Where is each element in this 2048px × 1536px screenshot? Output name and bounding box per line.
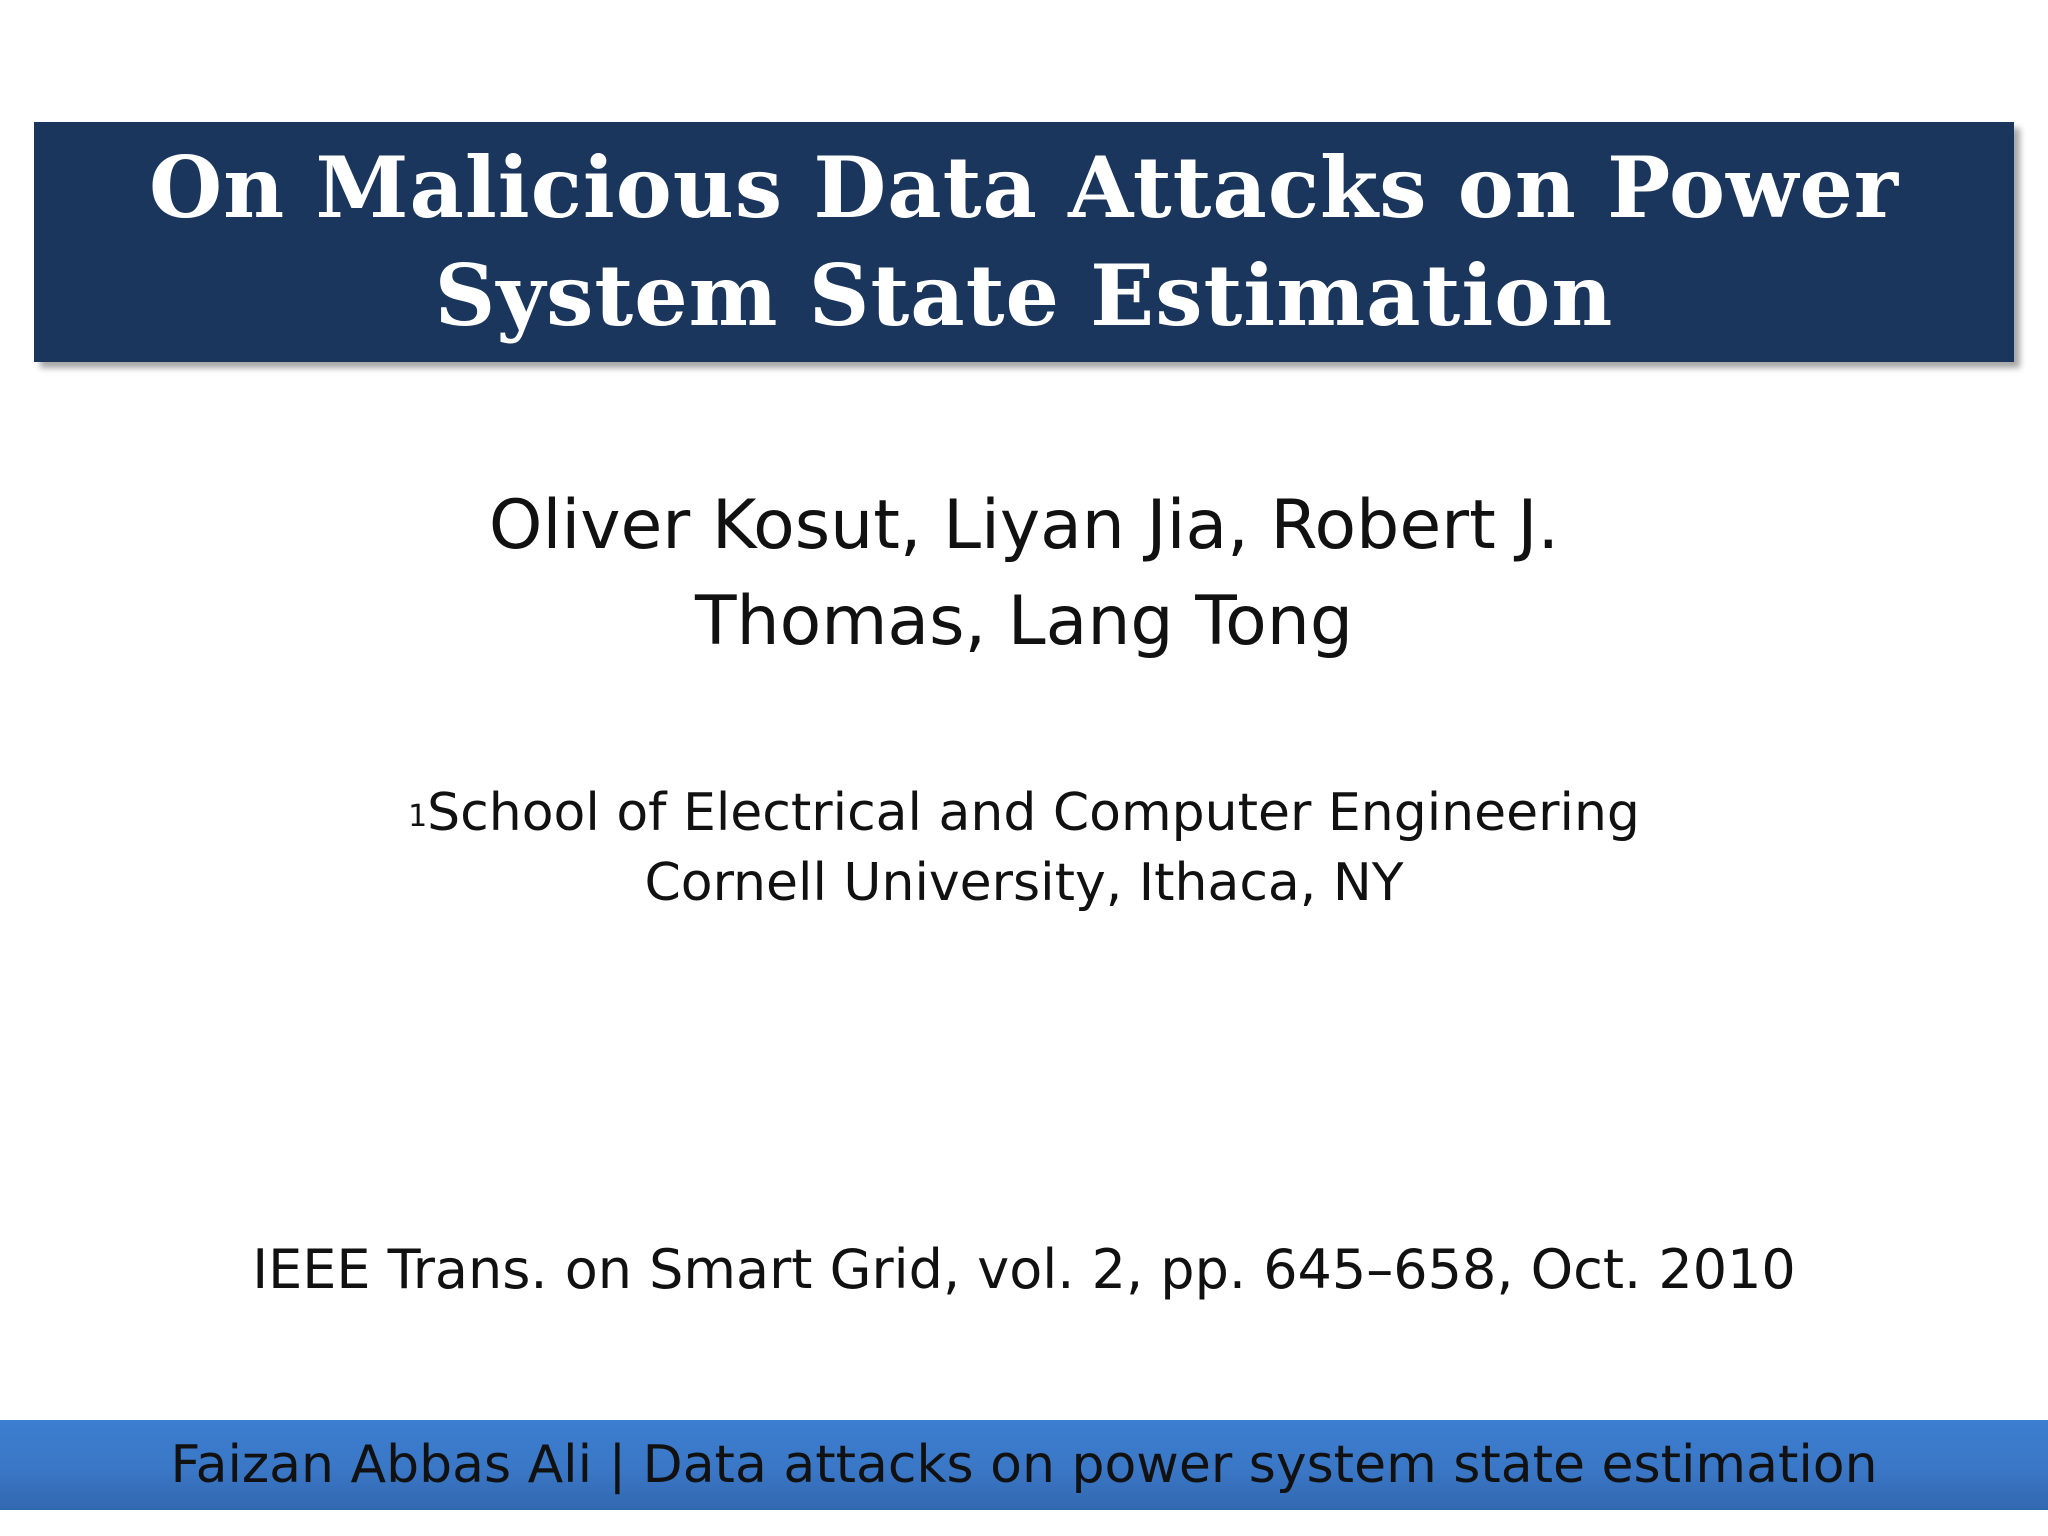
footer-text: Faizan Abbas Ali | Data attacks on power system state estimation xyxy=(170,1435,1878,1495)
journal-citation: IEEE Trans. on Smart Grid, vol. 2, pp. 645–658, Oct. 2010 xyxy=(252,1238,1796,1301)
affiliation-line-1 xyxy=(0,778,2048,848)
authors-line-2: Thomas, Lang Tong xyxy=(694,582,1354,661)
title-banner xyxy=(34,122,2014,362)
title-line-2: System State Estimation xyxy=(434,246,1614,345)
authors-line-1: Oliver Kosut, Liyan Jia, Robert J. xyxy=(488,486,1560,565)
title-line-1: On Malicious Data Attacks on Power xyxy=(148,138,1900,237)
slide-title xyxy=(149,134,1899,350)
footer-bar xyxy=(0,1420,2048,1510)
affiliation xyxy=(0,778,2048,918)
affiliation-line-2: Cornell University, Ithaca, NY xyxy=(644,853,1404,913)
author-list xyxy=(0,478,2048,670)
affiliation-marker: 1 xyxy=(408,799,428,834)
affiliation-school: School of Electrical and Computer Engineering xyxy=(427,783,1640,843)
